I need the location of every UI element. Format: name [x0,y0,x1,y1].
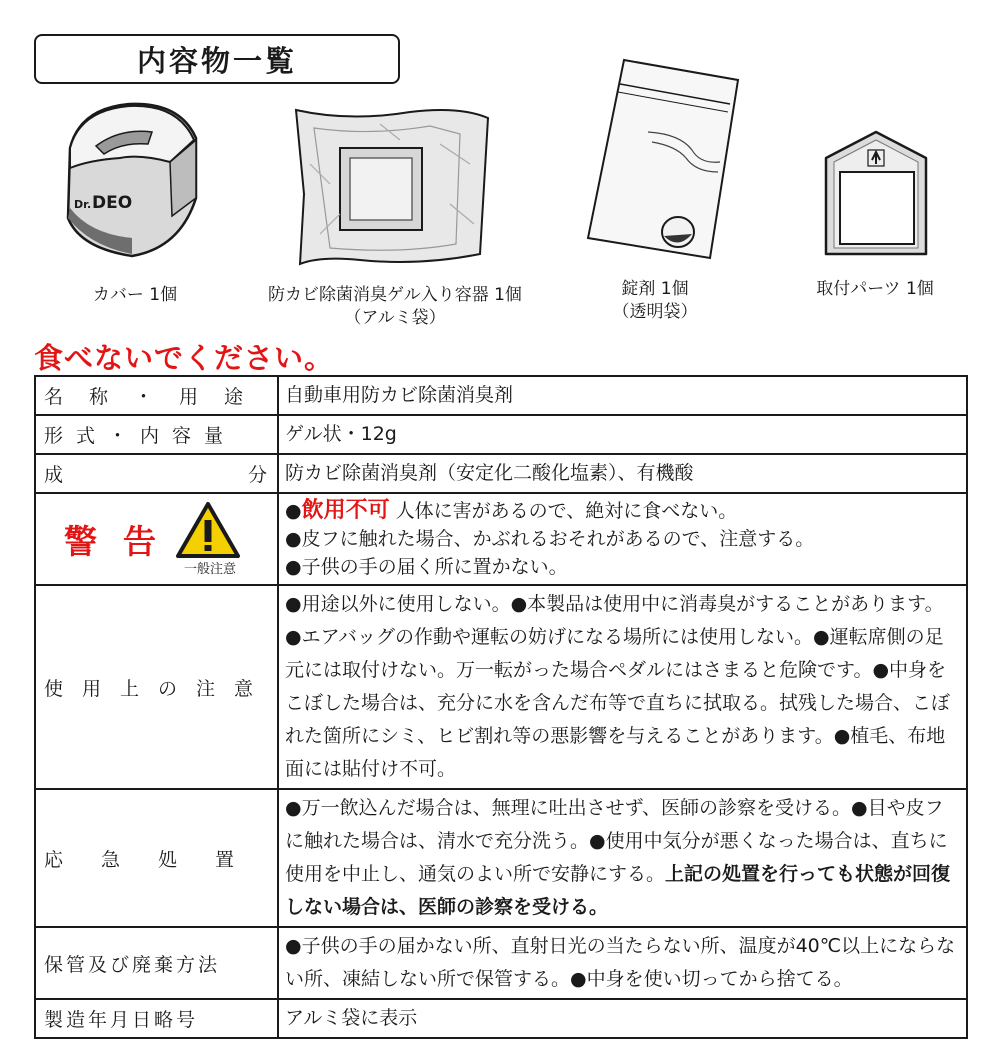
cover-logo-prefix: Dr. [74,198,92,211]
table-row [35,493,967,585]
no-drinking-label: 飲用不可 [301,498,390,523]
warning-triangle-icon [174,500,242,560]
cover-logo-name: DEO [92,193,133,213]
storage-label: 保管及び廃棄方法 [44,953,221,976]
keikoku-line [285,497,960,525]
product-caption-tablet [580,278,730,324]
name-value: 自動車用防カビ除菌消臭剤 [278,376,967,415]
ingredient-label-right: 分 [247,464,267,486]
keikoku-line1-text: 人体に害があるので、絶対に食べない。 [389,500,738,522]
date-value: アルミ袋に表示 [278,999,967,1038]
ingredient-value: 防カビ除菌消臭剤（安定化二酸化塩素）、有機酸 [278,454,967,493]
table-row [35,789,967,927]
emergency-bold-text: 上記の処置を行っても状態が回復しない場合は、医師の診察を受ける。 [285,863,951,918]
form-value: ゲル状・12g [278,415,967,454]
emergency-label-cell [35,789,278,927]
gel-bag-illustration [290,104,495,274]
usage-value: ●用途以外に使用しない。●本製品は使用中に消毒臭がすることがあります。●エアバッグの作動や運転の妨げになる場所には使用しない。●運転席側の足元には取付けない。万一転がった場合ペダルにはさまると危険です。●中身をこぼした場合は、充分に水を含んだ布等で直ちに拭取る。拭残した場合、こぼれた箇所にシミ、ヒビ割れ等の悪影響を与えることがあります。●植毛、布地面には貼付け不可。 [278,585,967,789]
emergency-label: 応急処置 [44,848,273,871]
keikoku-label-cell [35,493,278,585]
do-not-eat-warning: 食べないでください。 [34,341,335,375]
date-label-cell [35,999,278,1038]
product-caption-mount [800,278,950,301]
table-row [35,415,967,454]
contents-title: 内容物一覧 [136,43,297,78]
mount-part-illustration [820,128,932,263]
bullet: ● [285,500,302,522]
table-row [35,585,967,789]
storage-value: ●子供の手の届かない所、直射日光の当たらない所、温度が40℃以上にならない所、凍結しない所で保管する。●中身を使い切ってから捨てる。 [278,927,967,999]
caption-line: カバー 1個 [92,285,178,305]
product-caption-gel [245,284,545,330]
contents-heading [34,34,400,84]
caption-line: 防カビ除菌消臭ゲル入り容器 1個 [268,285,522,305]
caption-line: 取付パーツ 1個 [816,279,934,299]
table-row [35,999,967,1038]
table-row [35,927,967,999]
emergency-value [278,789,967,927]
form-label-cell [35,415,278,454]
keikoku-value [278,493,967,585]
date-label: 製造年月日略号 [44,1009,199,1031]
usage-label-cell [35,585,278,789]
spec-table [34,375,968,1039]
emergency-text: ●万一飲込んだ場合は、無理に吐出させず、医師の診察を受ける。●目や皮フに触れた場合は、清水で充分洗う。●使用中気分が悪くなった場合は、直ちに使用を中止し、通気のよい所で安静にする。 [285,797,948,885]
form-label: 形式・内容量 [44,425,237,447]
cover-illustration [60,98,210,263]
table-row [35,376,967,415]
name-label: 名称・用途 [44,386,270,408]
ingredient-label-left: 成 [44,464,64,486]
storage-label-cell [35,927,278,999]
tablet-bag-illustration [580,54,745,264]
general-caution-label: 一般注意 [184,562,237,577]
ingredient-label-cell [35,454,278,493]
caption-line: （アルミ袋） [344,308,446,328]
keikoku-label: 警告 [64,522,182,561]
product-caption-cover [60,284,210,307]
usage-label: 使用上の注意 [44,677,273,700]
table-row [35,454,967,493]
name-label-cell [35,376,278,415]
caption-line: （透明袋） [612,302,698,322]
keikoku-line: ●皮フに触れた場合、かぶれるおそれがあるので、注意する。 [285,528,815,550]
keikoku-line: ●子供の手の届く所に置かない。 [285,556,568,578]
caption-line: 錠剤 1個 [621,279,689,299]
